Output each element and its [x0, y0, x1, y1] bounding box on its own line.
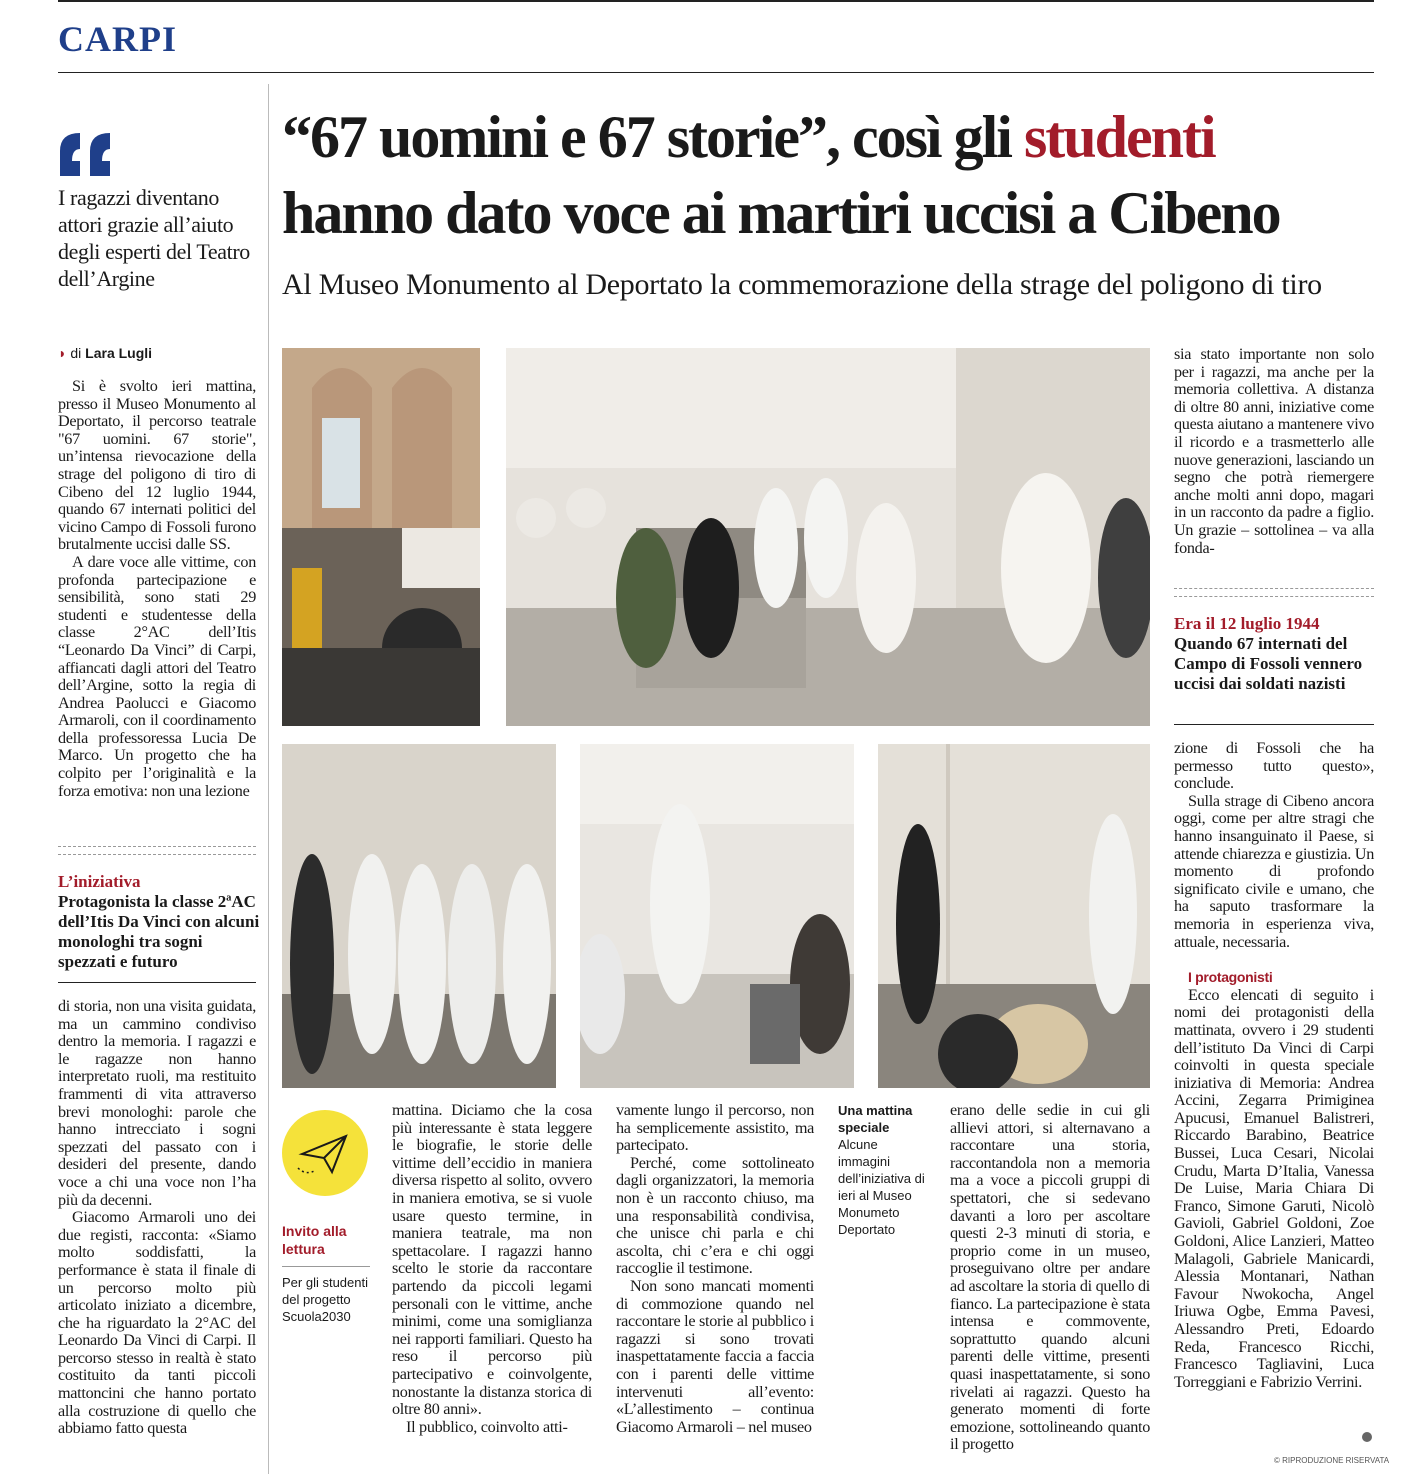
paragraph: erano delle sedie in cui gli allievi attori, si alternavano a raccontare una storia, raccontandola non a memoria ma a voce a piccoli gruppi di spettatori, che si sedevano davanti a loro per ascoltare questi 2-3 minuti di storia, e proprio come in un museo, proseguivano oltre per andare ad ascoltare la storia di quello di fianco. La partecipazione è stata intensa e commovente, soprattutto quando alcuni parenti delle vittime, presenti quasi inaspettatamente, si sono rivelati ai ragazzi. Questo ha generato momenti di forte emozione, sottolineando quanto il progetto	[950, 1101, 1150, 1454]
column-5-bottom	[1174, 740, 1374, 1391]
quote-mark-icon	[58, 86, 118, 176]
divider	[1174, 588, 1374, 597]
paper-plane-icon	[282, 1110, 368, 1196]
paragraph: vamente lungo il percorso, non ha semplicemente assistito, ma partecipato.	[616, 1101, 814, 1155]
column-2	[392, 1102, 592, 1436]
top-rule	[58, 0, 1374, 2]
box-rule	[58, 982, 256, 983]
headline-highlight: studenti	[1023, 104, 1215, 170]
column-1-top	[58, 378, 256, 800]
iniziativa-box	[58, 872, 260, 972]
headline-line-1	[282, 104, 1215, 170]
box-text: Quando 67 internati del Campo di Fossoli vennero uccisi dai soldati nazisti	[1174, 634, 1363, 693]
invito-rule	[282, 1266, 370, 1267]
paragraph: zione di Fossoli che ha permesso tutto questo», conclude.	[1174, 739, 1374, 793]
box-label: L’iniziativa	[58, 872, 141, 891]
byline-author: Lara Lugli	[85, 345, 153, 361]
paragraph: di storia, non una visita guidata, ma un cammino condiviso dentro la memoria. I ragazzi e le ragazze non hanno interpretato ruoli, ma restituito frammenti di vita attraverso brevi monologhi: parole che hanno intrecciato i sogni spezzati del passato con i desideri del presente, dando voce a chi una voce non l’ha più da decenni.	[58, 997, 256, 1209]
paragraph: Perché, come sottolineato dagli organizzatori, la memoria non è un racconto chiuso, ma una responsabilità condivisa, che unisce chi parla e chi ascolta, chi c’era e chi oggi raccoglie il testimone.	[616, 1153, 814, 1278]
box-rule	[1174, 724, 1374, 725]
paragraph: Giacomo Armaroli uno dei due registi, racconta: «Siamo molto soddisfatti, la performance è stata il finale di un percorso molto più articolato iniziato a dicembre, che ha riguardato la 2°AC del Leonardo Da Vinci di Carpi. Il percorso stesso in realtà è stato costituito da tanti piccoli mattoncini che hanno portato alla costruzione di quello che abbiamo fatto questa	[58, 1208, 256, 1438]
byline-prefix: di	[70, 345, 82, 361]
paragraph: sia stato importante non solo per i ragazzi, ma anche per la memoria collettiva. A distanza di oltre 80 anni, iniziative come questa aiutano a mantenere vivo il ricordo e a trasmetterlo alle nuove generazioni, lasciando un segno che potrà riemergere anche molti anni dopo, magari in un racconto da padre a figlio. Un grazie – sottolinea – va alla fonda-	[1174, 345, 1374, 557]
invito-label: Invito alla lettura	[282, 1223, 347, 1257]
paragraph: mattina. Diciamo che la cosa più interessante è stata leggere le biografie, le storie delle vittime dell’eccidio in maniera diversa rispetto al solito, ovvero in maniera emotiva, se si vuole usare questo termine, in maniera teatrale, ma non spettacolare. I ragazzi hanno scelto le storie da raccontare partendo da piccoli legami personali con le vittime, anche minimi, come una somiglianza nei rapporti familiari. Questo ha reso il percorso più partecipativo e coinvolgente, nonostante la distanza storica di oltre 80 anni».	[392, 1101, 592, 1419]
column-divider	[268, 84, 269, 1474]
date-box	[1174, 614, 1374, 694]
kicker: I ragazzi diventano attori grazie all’aiuto degli esperti del Teatro dell’Argine	[58, 185, 250, 291]
paragraph: Sulla strage di Cibeno ancora oggi, come per altre stragi che hanno insanguinato il Paese, si attende chiarezza e giustizia. Un momento di profondo significato civile e umano, che ha saputo trasformare la memoria in esperienza viva, attuale, necessaria.	[1174, 791, 1374, 951]
photo-readings	[878, 744, 1150, 1088]
column-5-top	[1174, 346, 1374, 557]
photo-students-standing	[282, 744, 556, 1088]
paragraph: Si è svolto ieri mattina, presso il Museo Monumento al Deportato, il percorso teatrale "67 uomini. 67 storie", un’intensa rievocazione della strage del poligono di tiro di Cibeno del 12 luglio 1944, quando 67 internati politici del vicino Campo di Fossoli furono brutalmente uccisi dalle SS.	[58, 377, 256, 554]
paragraph: A dare voce alle vittime, con profonda partecipazione e sensibilità, sono stati 29 studenti e studentesse della classe 2°AC dell’Itis “Leonardo Da Vinci” di Carpi, affiancati dagli attori del Teatro dell’Argine, sotto la regia di Andrea Paolucci e Giacomo Armaroli, con il coordinamento della professoressa Lucia De Marco. Un progetto che ha colpito per l’originalità e la forza emotiva: non una lezione	[58, 552, 256, 800]
headline-line-2: hanno dato voce ai martiri uccisi a Cibeno	[282, 180, 1280, 246]
protagonisti-label: I protagonisti	[1188, 969, 1273, 986]
paragraph: Ecco elencati di seguito i nomi dei protagonisti della mattinata, ovvero i 29 studenti dell’istituto Da Vinci di Carpi coinvolti in questa speciale iniziativa di Memoria: Andrea Accini, Zegarra Primiginea Apucusi, Emanuel Balistreri, Riccardo Barabino, Beatrice Bussei, Luca Cesari, Nicolai Crudu, Marta D’Italia, Vanessa De Luise, Maria Chiara Di Franco, Simone Garuti, Nicolò Gavioli, Gabriel Goldoni, Zoe Goldoni, Alice Lanzieri, Matteo Malagoli, Gabriele Manicardi, Alessia Montanari, Nathan Favour Nwokocha, Angel Iriuwa Ogbe, Emma Pavesi, Alessandro Preti, Edoardo Reda, Francesco Ricchi, Francesco Tagliavini, Luca Torreggiani e Fabrizio Verrini.	[1174, 985, 1374, 1391]
copyright-note: © RIPRODUZIONE RISERVATA	[1274, 1456, 1390, 1465]
photo-student-speaking	[580, 744, 854, 1088]
box-text: Protagonista la classe 2ªAC dell’Itis Da Vinci con alcuni monologhi tra sogni spezzati e futuro	[58, 892, 260, 971]
caption-text: Alcune immagini dell’iniziativa di ieri al Museo Monumeto Deportato	[838, 1137, 925, 1237]
section-rule	[58, 72, 1374, 73]
byline	[58, 345, 152, 361]
headline-part: “67 uomini e 67 storie”, così gli	[282, 104, 1024, 170]
photo-hall	[282, 348, 480, 726]
caption-title: Una mattina speciale	[838, 1103, 913, 1135]
photo-caption	[838, 1102, 928, 1238]
end-dot-icon	[1362, 1432, 1372, 1442]
column-1-bottom	[58, 998, 256, 1438]
paragraph: Non sono mancati momenti di commozione quando nel raccontare le storie al pubblico i ragazzi si sono trovati inaspettatamente faccia a faccia con i parenti delle vittime intervenuti all’evento: «L’allestimento – continua Giacomo Armaroli – nel museo	[616, 1276, 814, 1436]
paragraph: Il pubblico, coinvolto atti-	[406, 1417, 568, 1436]
box-label: Era il 12 luglio 1944	[1174, 614, 1320, 633]
column-4	[950, 1102, 1150, 1454]
byline-marker-icon: ◗	[58, 345, 67, 361]
subheadline: Al Museo Monumento al Deportato la commemorazione della strage del poligono di tiro	[282, 268, 1322, 301]
divider	[58, 846, 256, 855]
photo-museum-group	[506, 348, 1150, 726]
section-title: CARPI	[58, 19, 177, 59]
invito-text: Per gli studenti del progetto Scuola2030	[282, 1275, 368, 1324]
column-3	[616, 1102, 814, 1436]
